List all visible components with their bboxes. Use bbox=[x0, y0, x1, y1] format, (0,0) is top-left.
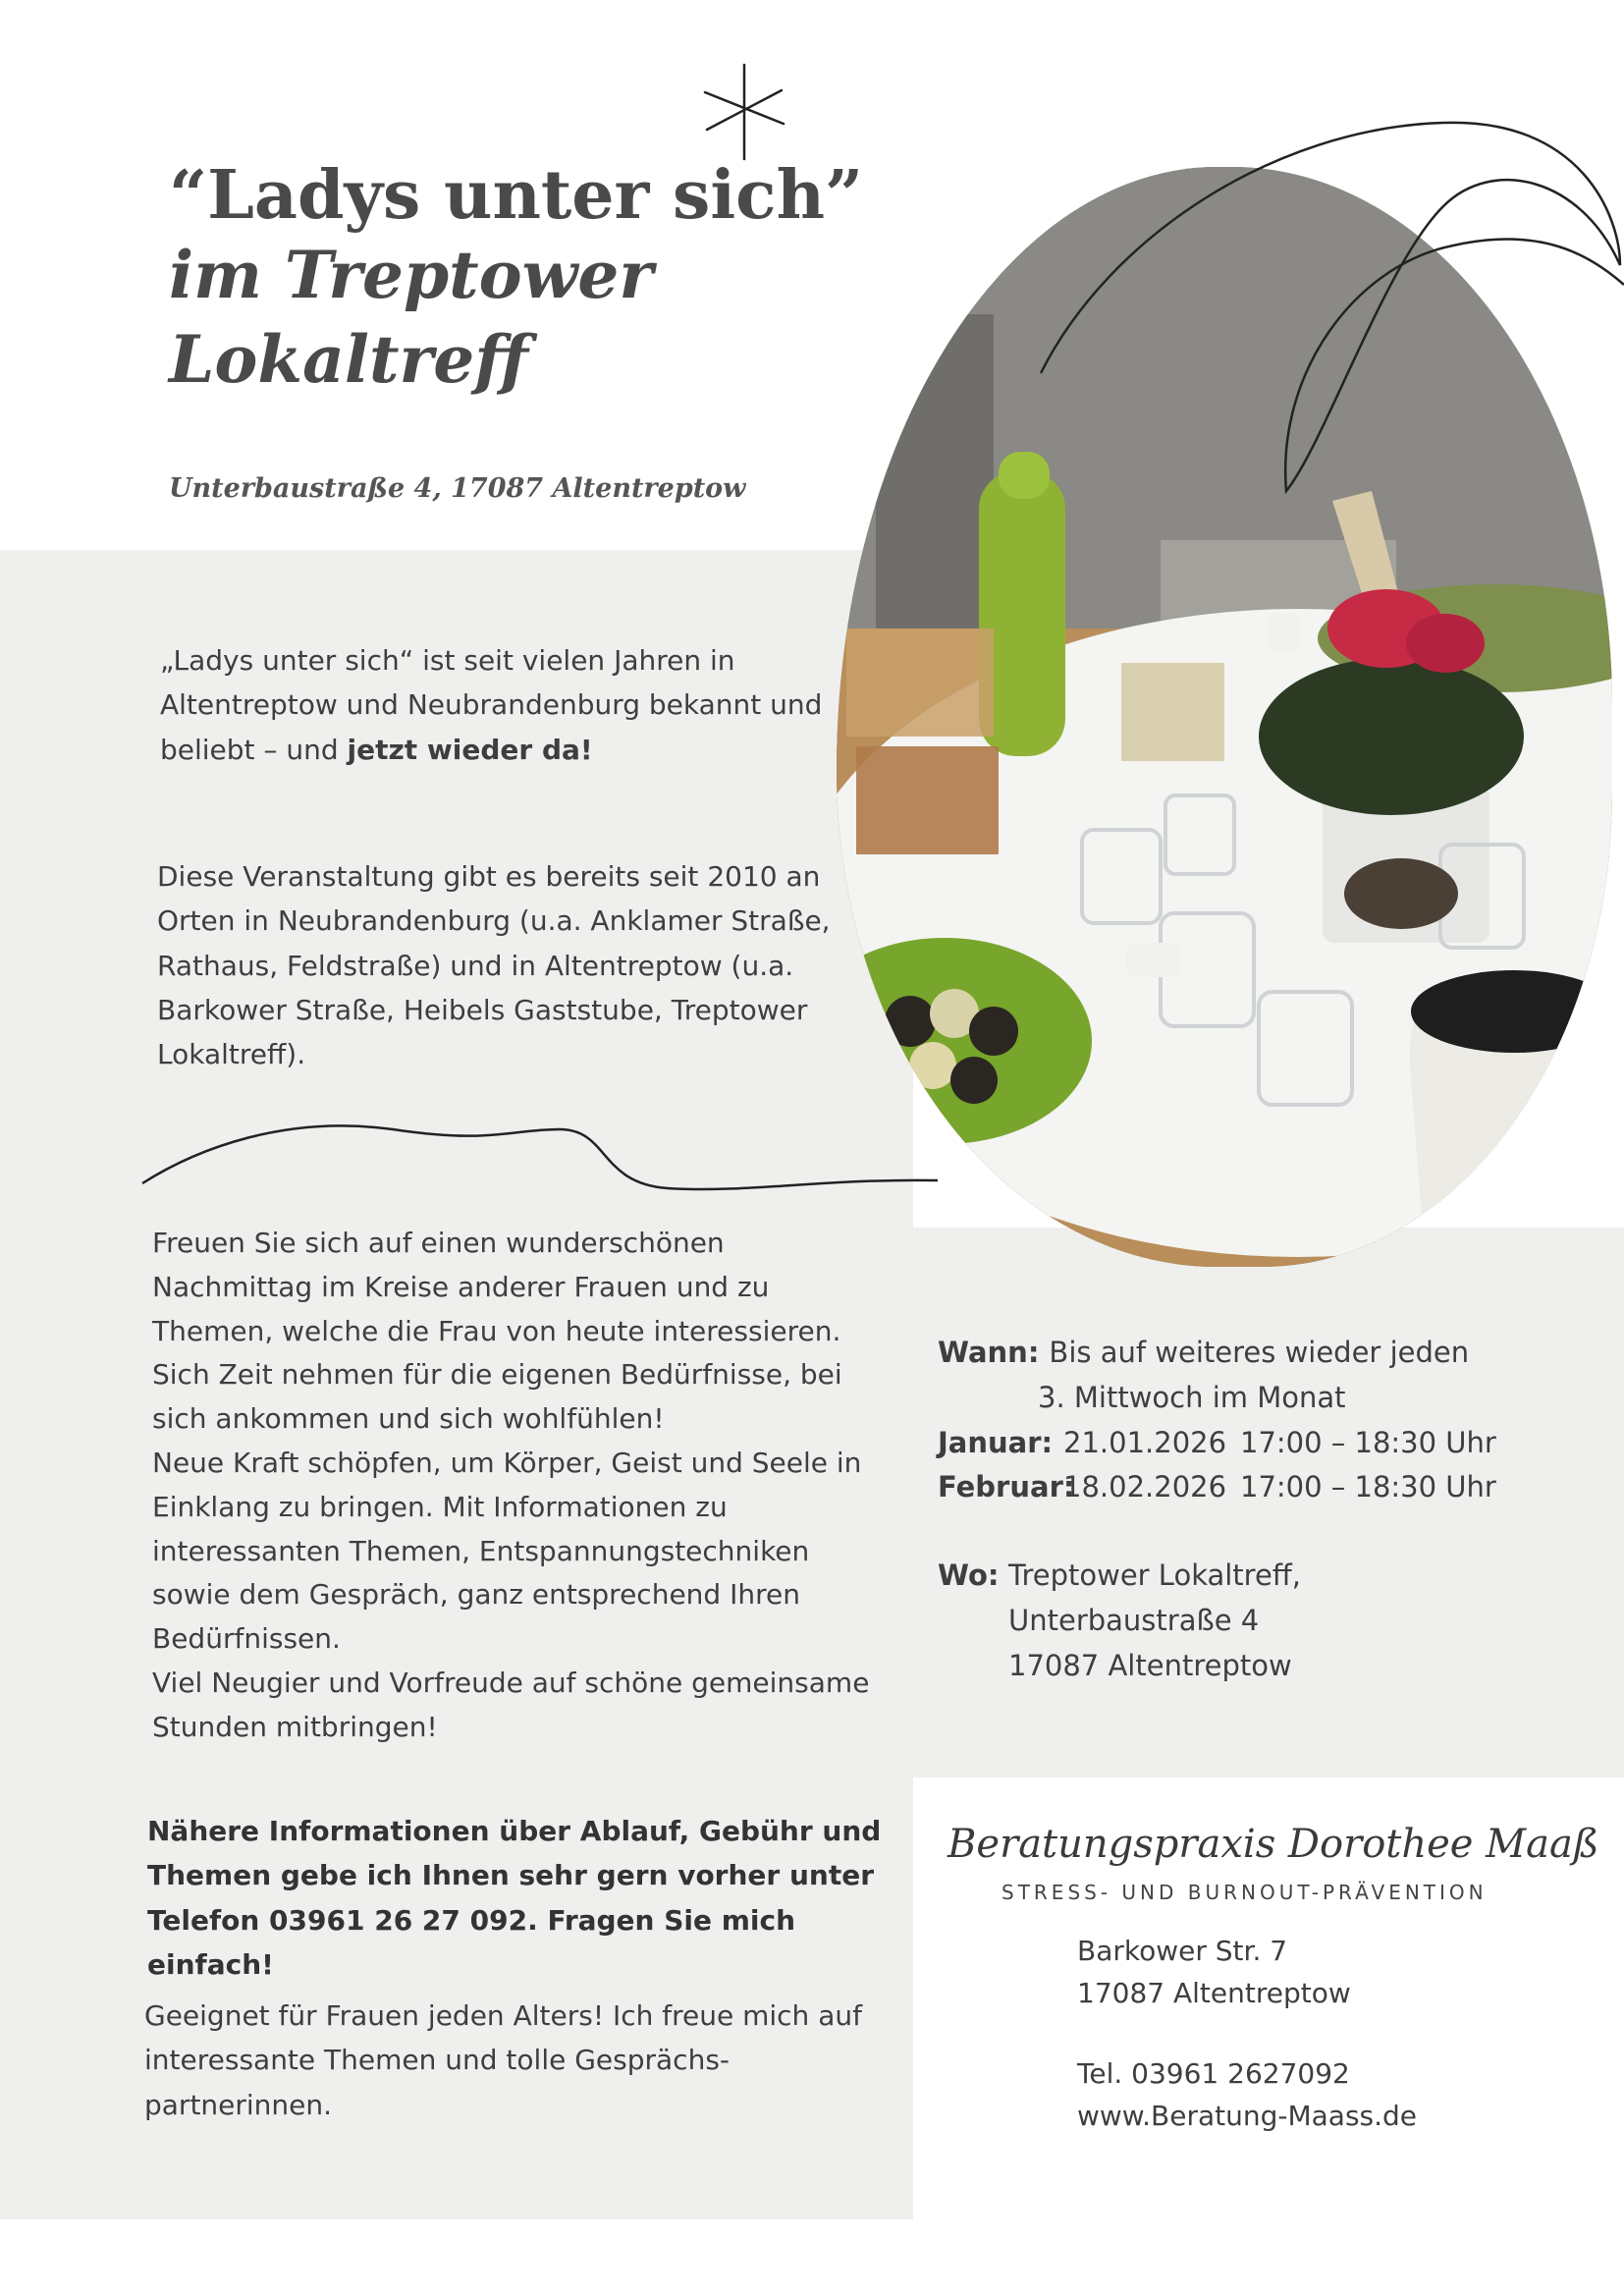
history-line: Rathaus, Feldstraße) und in Altentreptow (u.a. bbox=[157, 949, 794, 982]
closing-line: partnerinnen. bbox=[144, 2088, 333, 2121]
where-row bbox=[938, 1554, 1496, 1599]
history-line: Orten in Neubrandenburg (u.a. Anklamer Straße, bbox=[157, 904, 831, 938]
wave-divider bbox=[137, 1110, 943, 1208]
description-line: Sich Zeit nehmen für die eigenen Bedürfnisse, bei bbox=[152, 1358, 842, 1392]
history-line: Diese Veranstaltung gibt es bereits seit 2010 an bbox=[157, 860, 821, 893]
when-label: Wann: bbox=[938, 1336, 1040, 1369]
contact-city: 17087 Altentreptow bbox=[1077, 1977, 1351, 2010]
intro-highlight: jetzt wieder da! bbox=[347, 733, 593, 766]
intro-line-3-text: beliebt – und bbox=[160, 733, 348, 766]
date-row-january bbox=[938, 1421, 1496, 1466]
history-line: Lokaltreff). bbox=[157, 1038, 306, 1071]
intro-paragraph bbox=[160, 638, 867, 772]
contact-phone: Tel. 03961 2627092 bbox=[1077, 2056, 1350, 2090]
info-line: Themen gebe ich Ihnen sehr gern vorher unter bbox=[147, 1859, 875, 1892]
date-label: Januar: bbox=[938, 1425, 1054, 1459]
intro-line-2: Altentreptow und Neubrandenburg bekannt und bbox=[160, 688, 823, 722]
title-line-3: Lokaltreff bbox=[169, 320, 528, 398]
contact-street: Barkower Str. 7 bbox=[1077, 1935, 1288, 1967]
description-line: Stunden mitbringen! bbox=[152, 1710, 438, 1743]
description-paragraph bbox=[152, 1222, 898, 1750]
intro-line-3 bbox=[160, 728, 867, 772]
closing-line: interessante Themen und tolle Gesprächs- bbox=[144, 2044, 731, 2077]
time-value: 17:00 – 18:30 Uhr bbox=[1240, 1425, 1496, 1459]
history-paragraph bbox=[157, 854, 864, 1077]
description-line: interessanten Themen, Entspannungstechniken bbox=[152, 1534, 810, 1567]
where-row-2 bbox=[938, 1599, 1496, 1644]
description-line: sowie dem Gespräch, ganz entsprechend Ihren bbox=[152, 1578, 800, 1612]
where-row-3 bbox=[938, 1644, 1496, 1689]
when-value: Bis auf weiteres wieder jeden bbox=[1049, 1336, 1470, 1369]
date-label: Februar: bbox=[938, 1470, 1075, 1504]
when-row-2 bbox=[938, 1376, 1496, 1421]
description-line: Neue Kraft schöpfen, um Körper, Geist und Seele in bbox=[152, 1446, 862, 1479]
where-line: Treptower Lokaltreff, bbox=[1008, 1558, 1302, 1593]
title-line-2: im Treptower bbox=[169, 237, 654, 314]
info-paragraph bbox=[147, 1809, 913, 1987]
description-line: Viel Neugier und Vorfreude auf schöne gemeinsame bbox=[152, 1666, 870, 1699]
description-line: Nachmittag im Kreise anderer Frauen und zu bbox=[152, 1270, 770, 1303]
star-decoration bbox=[695, 63, 793, 161]
where-line: 17087 Altentreptow bbox=[1008, 1648, 1292, 1682]
history-line: Barkower Straße, Heibels Gaststube, Treptower bbox=[157, 994, 808, 1027]
venue-address: Unterbaustraße 4, 17087 Altentreptow bbox=[169, 473, 746, 504]
date-value: 18.02.2026 bbox=[1063, 1470, 1227, 1504]
title-line-1: “Ladys unter sich” bbox=[169, 156, 864, 235]
brand-name: Beratungspraxis Dorothee Maaß bbox=[947, 1822, 1599, 1867]
title-block bbox=[169, 157, 876, 403]
closing-paragraph bbox=[144, 1994, 910, 2127]
brand-subtitle: STRESS- UND BURNOUT-PRÄVENTION bbox=[1001, 1881, 1488, 1904]
time-value: 17:00 – 18:30 Uhr bbox=[1240, 1470, 1496, 1504]
description-line: Themen, welche die Frau von heute interessieren. bbox=[152, 1314, 841, 1347]
contact-website[interactable]: www.Beratung-Maass.de bbox=[1077, 2100, 1418, 2133]
intro-line-1: „Ladys unter sich“ ist seit vielen Jahren in bbox=[160, 644, 735, 677]
where-label: Wo: bbox=[938, 1558, 1000, 1593]
description-line: Bedürfnissen. bbox=[152, 1622, 341, 1656]
when-row bbox=[938, 1331, 1496, 1376]
event-details bbox=[938, 1331, 1496, 1689]
description-line: Einklang zu bringen. Mit Informationen zu bbox=[152, 1490, 728, 1523]
when-value-2: 3. Mittwoch im Monat bbox=[1038, 1380, 1346, 1414]
where-line: Unterbaustraße 4 bbox=[1008, 1604, 1260, 1638]
description-line: sich ankommen und sich wohlfühlen! bbox=[152, 1402, 665, 1436]
info-line: Nähere Informationen über Ablauf, Gebühr und bbox=[147, 1815, 882, 1847]
contact-block bbox=[1077, 1930, 1417, 2138]
date-value: 21.01.2026 bbox=[1063, 1425, 1227, 1459]
date-row-february bbox=[938, 1465, 1496, 1510]
info-line: Telefon 03961 26 27 092. Fragen Sie mich einfach! bbox=[147, 1903, 796, 1982]
closing-line: Geeignet für Frauen jeden Alters! Ich freue mich auf bbox=[144, 1999, 862, 2032]
loop-decoration bbox=[1031, 118, 1624, 511]
description-line: Freuen Sie sich auf einen wunderschönen bbox=[152, 1227, 725, 1259]
